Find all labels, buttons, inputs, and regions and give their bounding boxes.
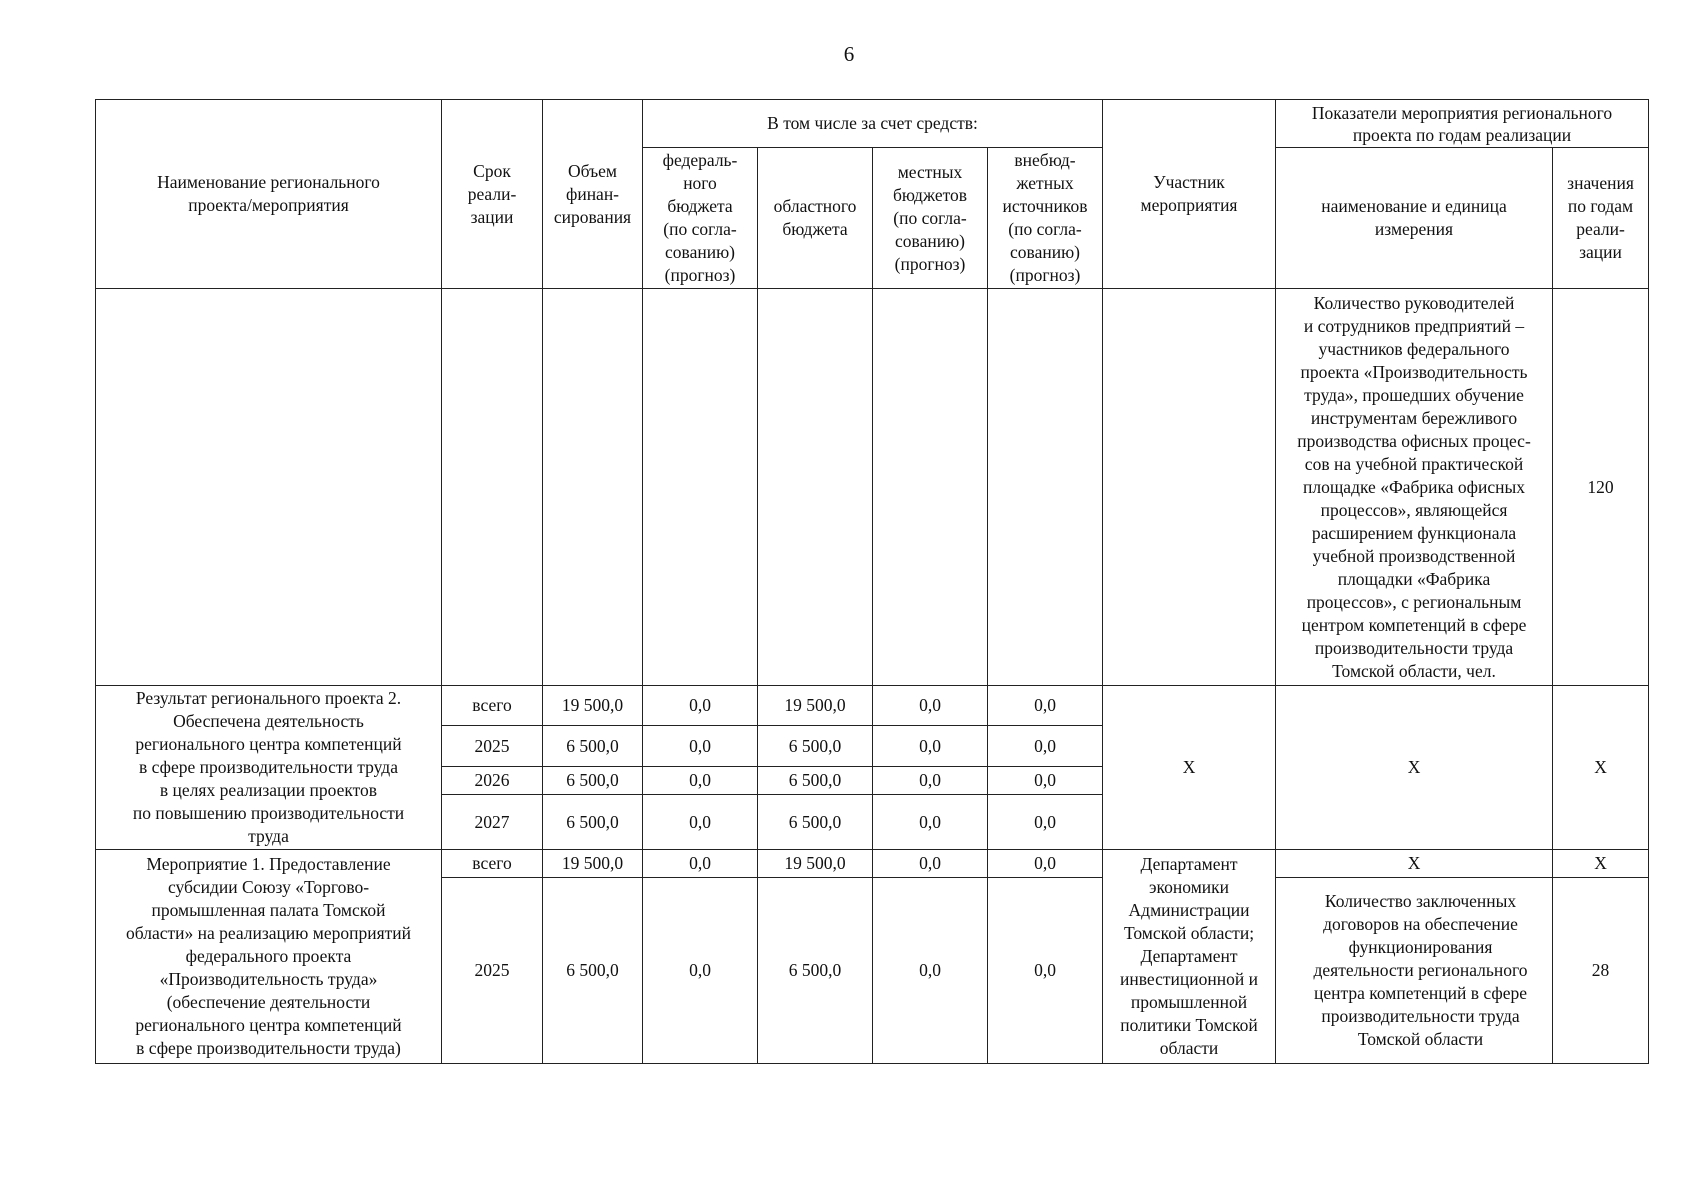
term-cell: всего: [442, 686, 543, 726]
regional-cell: 6 500,0: [758, 878, 873, 1064]
regional-cell: 6 500,0: [758, 767, 873, 795]
local-cell: 0,0: [873, 686, 988, 726]
indicator-value: 120: [1553, 289, 1649, 686]
measure-1-total-indicator-value: Х: [1553, 850, 1649, 878]
volume-cell: 6 500,0: [543, 767, 643, 795]
header-local: местных бюджетов (по согла- сованию) (прогноз): [873, 148, 988, 289]
local-cell: 0,0: [873, 767, 988, 795]
local-cell: 0,0: [873, 726, 988, 767]
volume-cell: 19 500,0: [543, 686, 643, 726]
federal-cell: 0,0: [643, 850, 758, 878]
header-extra: внебюд- жетных источников (по согла- сованию) (прогноз): [988, 148, 1103, 289]
empty-cell: [543, 289, 643, 686]
extra-cell: 0,0: [988, 767, 1103, 795]
empty-cell: [442, 289, 543, 686]
empty-cell: [1103, 289, 1276, 686]
header-participant: Участник мероприятия: [1103, 100, 1276, 289]
term-cell: всего: [442, 850, 543, 878]
measure-1-total-indicator-name: Х: [1276, 850, 1553, 878]
header-term: Срок реали- зации: [442, 100, 543, 289]
header-federal: федераль- ного бюджета (по согла- сованию) (прогноз): [643, 148, 758, 289]
measure-1-indicator-name: Количество заключенных договоров на обеспечение функционирования деятельности регионального центра компетенций в сфере производительности труда Томской области: [1276, 878, 1553, 1064]
empty-cell: [96, 289, 442, 686]
regional-cell: 19 500,0: [758, 850, 873, 878]
term-cell: 2027: [442, 795, 543, 850]
header-indicators: Показатели мероприятия регионального проекта по годам реализации: [1276, 100, 1649, 148]
empty-cell: [758, 289, 873, 686]
volume-cell: 6 500,0: [543, 726, 643, 767]
result-2-indicator-value: Х: [1553, 686, 1649, 850]
extra-cell: 0,0: [988, 850, 1103, 878]
indicator-name: Количество руководителей и сотрудников предприятий – участников федерального проекта «Производительность труда», прошедших обучение инструментам бережливого производства офисных процес- сов на учебной практической площадке «Фабрика офисных процессов», являющейся расширением функционала учебной производственной площадки «Фабрика процессов», с региональным центром компетенций в сфере производительности труда Томской области, чел.: [1276, 289, 1553, 686]
measure-1-indicator-value: 28: [1553, 878, 1649, 1064]
federal-cell: 0,0: [643, 726, 758, 767]
header-ind-name: наименование и единица измерения: [1276, 148, 1553, 289]
regional-cell: 6 500,0: [758, 726, 873, 767]
result-2-participant: Х: [1103, 686, 1276, 850]
result-2-indicator-name: Х: [1276, 686, 1553, 850]
measure-1-participant: Департамент экономики Администрации Томской области; Департамент инвестиционной и промышленной политики Томской области: [1103, 850, 1276, 1064]
local-cell: 0,0: [873, 795, 988, 850]
regional-cell: 6 500,0: [758, 795, 873, 850]
header-including: В том числе за счет средств:: [643, 100, 1103, 148]
regional-cell: 19 500,0: [758, 686, 873, 726]
extra-cell: 0,0: [988, 878, 1103, 1064]
extra-cell: 0,0: [988, 795, 1103, 850]
federal-cell: 0,0: [643, 878, 758, 1064]
empty-cell: [643, 289, 758, 686]
local-cell: 0,0: [873, 850, 988, 878]
measure-1-title: Мероприятие 1. Предоставление субсидии Союзу «Торгово- промышленная палата Томской области» на реализацию мероприятий федерального проекта «Производительность труда» (обеспечение деятельности регионального центра компетенций в сфере производительности труда): [96, 850, 442, 1064]
volume-cell: 6 500,0: [543, 878, 643, 1064]
term-cell: 2025: [442, 878, 543, 1064]
federal-cell: 0,0: [643, 767, 758, 795]
empty-cell: [873, 289, 988, 686]
header-ind-values: значения по годам реали- зации: [1553, 148, 1649, 289]
federal-cell: 0,0: [643, 686, 758, 726]
budget-table: [95, 99, 1649, 1064]
extra-cell: 0,0: [988, 726, 1103, 767]
extra-cell: 0,0: [988, 686, 1103, 726]
local-cell: 0,0: [873, 878, 988, 1064]
volume-cell: 19 500,0: [543, 850, 643, 878]
header-name: Наименование регионального проекта/мероприятия: [96, 100, 442, 289]
header-regional: областного бюджета: [758, 148, 873, 289]
header-volume: Объем финан- сирования: [543, 100, 643, 289]
term-cell: 2026: [442, 767, 543, 795]
empty-cell: [988, 289, 1103, 686]
result-2-title: Результат регионального проекта 2. Обеспечена деятельность регионального центра компетенций в сфере производительности труда в целях реализации проектов по повышению производительности труда: [96, 686, 442, 850]
volume-cell: 6 500,0: [543, 795, 643, 850]
term-cell: 2025: [442, 726, 543, 767]
page-number: 6: [843, 42, 855, 66]
federal-cell: 0,0: [643, 795, 758, 850]
